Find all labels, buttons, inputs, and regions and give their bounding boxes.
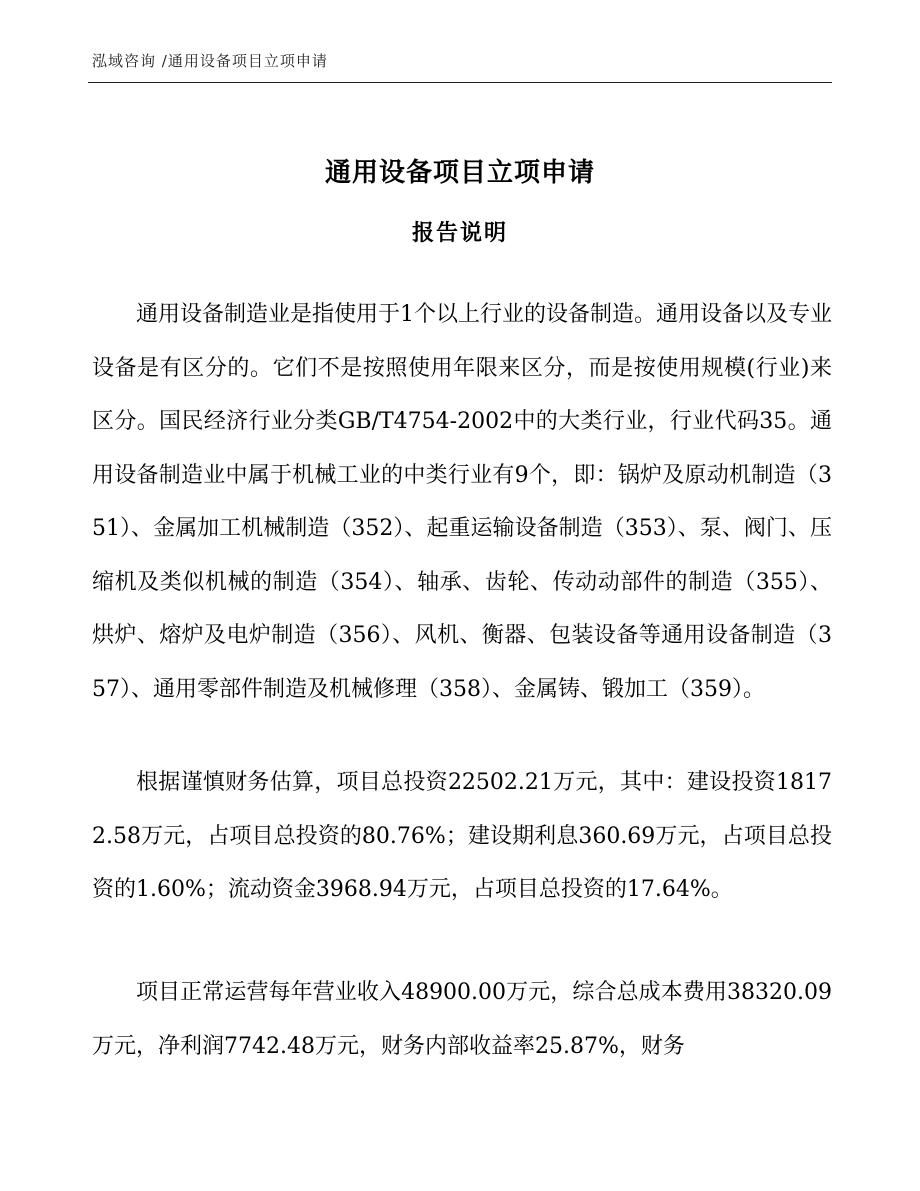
paragraph-investment: 根据谨慎财务估算，项目总投资22502.21万元，其中：建设投资18172.58万元，占项目总投资的80.76%；建设期利息360.69万元，占项目总投资的1.60%；流动资金3968.94万元，占项目总投资的17.64%。 [92, 770, 832, 902]
paragraph-industry-description: 通用设备制造业是指使用于1个以上行业的设备制造。通用设备以及专业设备是有区分的。它们不是按照使用年限来区分，而是按使用规模(行业)来区分。国民经济行业分类GB/T4754-2002中的大类行业，行业代码35。通用设备制造业中属于机械工业的中类行业有9个，即：锅炉及原动机制造（351）、金属加工机械制造（352）、起重运输设备制造（353）、泵、阀门、压缩机及类似机械的制造（354）、轴承、齿轮、传动动部件的制造（355）、烘炉、熔炉及电炉制造（356）、风机、衡器、包装设备等通用设备制造（357）、通用零部件制造及机械修理（358）、金属铸、锻加工（359）。 [92, 302, 832, 702]
document-title: 通用设备项目立项申请 [324, 158, 595, 188]
header-divider [88, 82, 832, 83]
paragraph-revenue: 项目正常运营每年营业收入48900.00万元，综合总成本费用38320.09万元，净利润7742.48万元，财务内部收益率25.87%，财务 [92, 980, 832, 1059]
header-text: 泓域咨询 /通用设备项目立项申请 [92, 52, 328, 70]
section-title: 报告说明 [411, 220, 508, 246]
